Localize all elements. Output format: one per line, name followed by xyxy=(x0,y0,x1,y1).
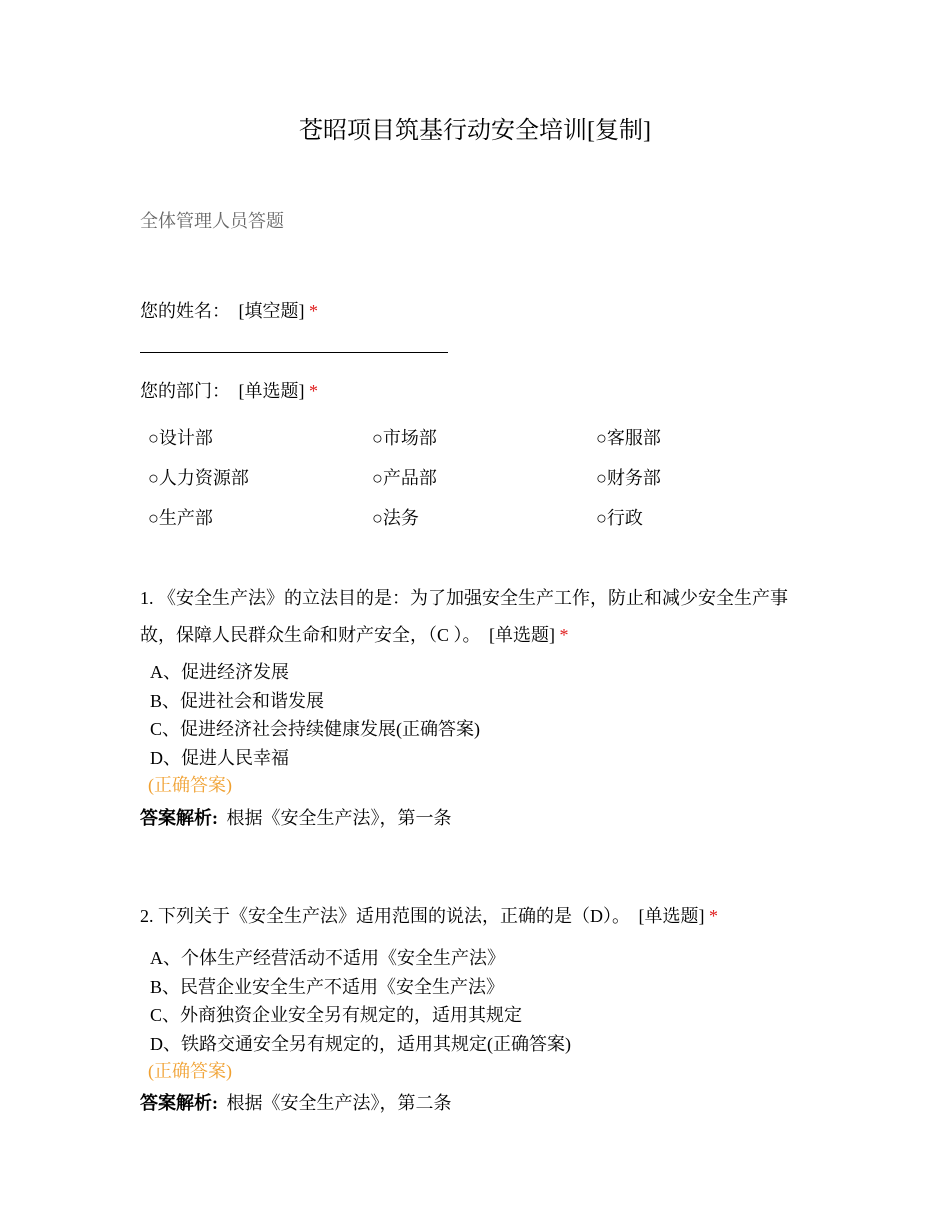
question-1 xyxy=(140,580,820,654)
analysis-text: 根据《安全生产法》，第一条 xyxy=(226,808,452,828)
answer-option[interactable]: A、个体生产经营活动不适用《安全生产法》 xyxy=(150,948,505,968)
analysis-label: 答案解析: xyxy=(140,808,218,828)
page-subtitle: 全体管理人员答题 xyxy=(140,211,284,231)
question-label: 您的部门： xyxy=(140,381,230,401)
answer-option[interactable]: D、促进人民幸福 xyxy=(150,747,289,768)
analysis-label: 答案解析: xyxy=(140,1093,218,1113)
answer-option[interactable]: D、铁路交通安全另有规定的，适用其规定(正确答案) xyxy=(150,1033,571,1054)
department-option[interactable]: ○设计部 xyxy=(148,428,213,448)
name-input-line[interactable] xyxy=(140,352,448,353)
question-name xyxy=(140,298,318,324)
answer-option[interactable]: A、促进经济发展 xyxy=(150,662,289,682)
question-type: [填空题] xyxy=(238,301,305,321)
answer-option[interactable]: B、民营企业安全生产不适用《安全生产法》 xyxy=(150,976,505,997)
answer-option[interactable]: C、促进经济社会持续健康发展(正确答案) xyxy=(150,719,480,739)
department-option[interactable]: ○人力资源部 xyxy=(148,468,249,488)
required-mark: * xyxy=(309,301,318,321)
department-option[interactable]: ○客服部 xyxy=(596,428,661,448)
required-mark: * xyxy=(709,906,718,926)
department-options xyxy=(148,424,868,544)
department-option[interactable]: ○法务 xyxy=(372,508,419,528)
answer-analysis xyxy=(140,804,452,830)
question-2 xyxy=(140,903,718,929)
required-mark: * xyxy=(309,381,318,401)
page-title: 苍昭项目筑基行动安全培训[复制] xyxy=(299,118,651,144)
answer-option[interactable]: C、外商独资企业安全另有规定的，适用其规定 xyxy=(150,1005,523,1025)
answer-option[interactable]: B、促进社会和谐发展 xyxy=(150,690,325,711)
required-mark: * xyxy=(559,625,569,645)
department-option[interactable]: ○行政 xyxy=(596,508,643,528)
answer-analysis xyxy=(140,1089,452,1115)
question-department xyxy=(140,378,318,404)
department-option[interactable]: ○生产部 xyxy=(148,508,213,528)
question-label: 您的姓名： xyxy=(140,301,230,321)
question-type: [单选题] xyxy=(489,625,556,645)
department-option[interactable]: ○市场部 xyxy=(372,428,437,448)
department-option[interactable]: ○财务部 xyxy=(596,468,661,488)
analysis-text: 根据《安全生产法》，第二条 xyxy=(226,1093,452,1113)
question-text: 1. 《安全生产法》的立法目的是：为了加强安全生产工作，防止和减少安全生产事故，保障人民群众生命和财产安全，（C ）。 xyxy=(140,588,788,645)
department-option[interactable]: ○产品部 xyxy=(372,468,437,488)
question-1-options xyxy=(150,658,480,772)
question-type: [单选题] xyxy=(638,906,705,926)
question-type: [单选题] xyxy=(238,381,305,401)
question-text: 2. 下列关于《安全生产法》适用范围的说法，正确的是（D）。 xyxy=(140,906,630,926)
correct-answer-label: (正确答案) xyxy=(148,775,232,795)
question-2-options xyxy=(150,944,571,1058)
correct-answer-label: (正确答案) xyxy=(148,1061,232,1081)
